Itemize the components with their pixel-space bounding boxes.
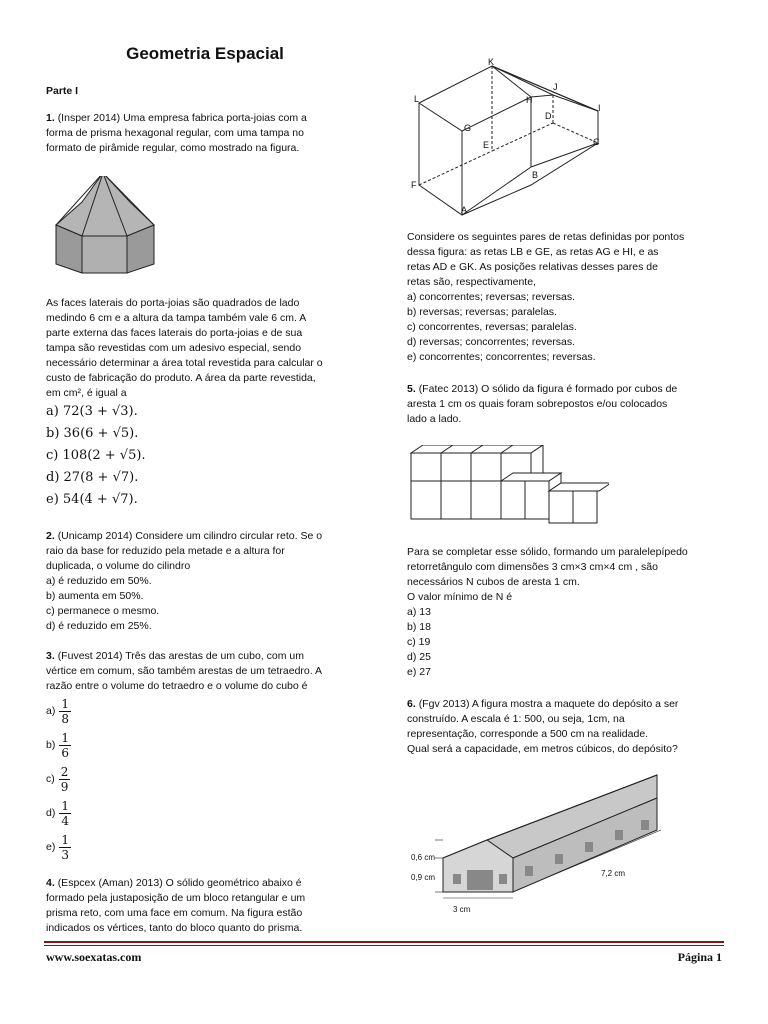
q2-option: c) permanece o mesmo. bbox=[46, 605, 160, 617]
q1-text: parte externa das faces laterais do porta-joias e de sua bbox=[46, 327, 303, 339]
vertex-label: I bbox=[598, 103, 601, 113]
q3-option: d) $\frac{1}{4}$ bbox=[46, 798, 69, 828]
question-4 bbox=[46, 876, 376, 936]
q5-option: a) 13 bbox=[407, 606, 431, 618]
warehouse-model-figure bbox=[405, 770, 685, 920]
hexagonal-jewelry-box-figure bbox=[50, 176, 165, 286]
q3-option: e) $\frac{1}{3}$ bbox=[46, 832, 69, 862]
footer-divider bbox=[44, 945, 724, 946]
q1-text: necessário determinar a área total revestida para calcular o bbox=[46, 357, 323, 369]
vertex-label: B bbox=[532, 170, 539, 180]
question-5 bbox=[407, 382, 727, 427]
q2-number: 2. bbox=[46, 530, 55, 542]
q3-text: vértice em comum, são também arestas de um tetraedro. A bbox=[46, 665, 323, 677]
vertex-label: F bbox=[411, 180, 417, 190]
q3-option: a) $\frac{1}{8}$ bbox=[46, 696, 69, 726]
q1-text: tampa são revestidas com um adesivo especial, sendo bbox=[46, 342, 302, 354]
q1-text: em cm², é igual a bbox=[46, 387, 127, 399]
q5-option: d) 25 bbox=[407, 651, 431, 663]
q2-text: raio da base for reduzido pela metade e a altura for bbox=[46, 545, 285, 557]
q1-option: e) 54(4 + √7). bbox=[46, 492, 138, 507]
q4-text: O sólido geométrico abaixo é bbox=[165, 877, 302, 889]
q5-text: retorretângulo com dimensões 3 cm×3 cm×4 cm , são bbox=[407, 561, 658, 573]
q2-option: b) aumenta em 50%. bbox=[46, 590, 144, 602]
footer-page-number: Página 1 bbox=[677, 950, 722, 964]
q4-text: prisma reto, com uma face em comum. Na figura estão bbox=[46, 907, 303, 919]
q1-option: c) 108(2 + √5). bbox=[46, 448, 146, 463]
q2-text: duplicada, o volume do cilindro bbox=[46, 560, 191, 572]
q5-number: 5. bbox=[407, 383, 416, 395]
q1-text: custo de fabricação do produto. A área da parte revestida, bbox=[46, 372, 316, 384]
question-5-body bbox=[407, 545, 727, 680]
question-4-continuation bbox=[407, 230, 727, 365]
q4-option: a) concorrentes; reversas; reversas. bbox=[407, 291, 576, 303]
vertex-label: E bbox=[483, 140, 490, 150]
question-1-body bbox=[46, 296, 376, 511]
q1-text: forma de prisma hexagonal regular, com uma tampa no bbox=[46, 127, 304, 139]
q1-number: 1. bbox=[46, 112, 55, 124]
q1-source: (Insper 2014) bbox=[57, 112, 121, 124]
vertex-label: D bbox=[545, 111, 552, 121]
q1-option: a) 72(3 + √3). bbox=[46, 404, 138, 419]
q4-text: indicados os vértices, tanto do bloco quanto do prisma. bbox=[46, 922, 303, 934]
q2-option: d) é reduzido em 25%. bbox=[46, 620, 152, 632]
vertex-label: J bbox=[553, 82, 558, 92]
q5-option: b) 18 bbox=[407, 621, 431, 633]
q3-number: 3. bbox=[46, 650, 55, 662]
q5-option: e) 27 bbox=[407, 666, 431, 678]
vertex-label: K bbox=[488, 57, 495, 67]
q4-number: 4. bbox=[46, 877, 55, 889]
q2-source: (Unicamp 2014) bbox=[57, 530, 133, 542]
q1-text: formato de pirâmide regular, como mostrado na figura. bbox=[46, 142, 300, 154]
q5-option: c) 19 bbox=[407, 636, 431, 648]
question-2 bbox=[46, 529, 376, 634]
q3-option: c) $\frac{2}{9}$ bbox=[46, 764, 69, 794]
q4-text: formado pela justaposição de um bloco retangular e um bbox=[46, 892, 306, 904]
q1-option: d) 27(8 + √7). bbox=[46, 470, 139, 485]
q4-option: b) reversas; reversas; paralelas. bbox=[407, 306, 557, 318]
left-column bbox=[46, 84, 376, 936]
q1-option: b) 36(6 + √5). bbox=[46, 426, 139, 441]
q4-option: d) reversas; concorrentes; reversas. bbox=[407, 336, 576, 348]
q2-text: Considere um cilindro circular reto. Se o bbox=[135, 530, 323, 542]
vertex-label: H bbox=[526, 95, 533, 105]
page-title: Geometria Espacial bbox=[126, 44, 284, 63]
block-and-prism-figure bbox=[405, 55, 620, 220]
right-column bbox=[407, 230, 727, 757]
q1-text: Uma empresa fabrica porta-joias com a bbox=[123, 112, 307, 124]
q6-text: construído. A escala é 1: 500, ou seja, 1cm, na bbox=[407, 713, 625, 725]
cubes-solid-figure bbox=[409, 445, 609, 535]
q1-text: As faces laterais do porta-joias são quadrados de lado bbox=[46, 297, 300, 309]
q4-text: retas AD e GK. As posições relativas desses pares de bbox=[407, 261, 658, 273]
q3-text: razão entre o volume do tetraedro e o volume do cubo é bbox=[46, 680, 308, 692]
q4-source: (Espcex (Aman) 2013) bbox=[57, 877, 163, 889]
part-heading: Parte I bbox=[46, 85, 79, 97]
question-1 bbox=[46, 111, 376, 156]
dimension-label: 3 cm bbox=[453, 905, 471, 914]
q4-option: c) concorrentes, reversas; paralelas. bbox=[407, 321, 577, 333]
q6-text: Qual será a capacidade, em metros cúbicos, do depósito? bbox=[407, 743, 678, 755]
q5-text: O valor mínimo de N é bbox=[407, 591, 513, 603]
q4-option: e) concorrentes; concorrentes; reversas. bbox=[407, 351, 596, 363]
q3-option: b) $\frac{1}{6}$ bbox=[46, 730, 69, 760]
q3-source: (Fuvest 2014) bbox=[57, 650, 123, 662]
q5-text: Para se completar esse sólido, formando um paralelepípedo bbox=[407, 546, 688, 558]
vertex-label: L bbox=[414, 94, 420, 104]
q4-text: Considere os seguintes pares de retas definidas por pontos bbox=[407, 231, 685, 243]
q4-text: retas são, respectivamente, bbox=[407, 276, 536, 288]
q3-text: Três das arestas de um cubo, com um bbox=[125, 650, 304, 662]
vertex-label: G bbox=[464, 123, 472, 133]
q6-text: representação, corresponde a 500 cm na realidade. bbox=[407, 728, 649, 740]
q6-number: 6. bbox=[407, 698, 416, 710]
q5-source: (Fatec 2013) bbox=[418, 383, 479, 395]
dimension-label: 7,2 cm bbox=[601, 869, 626, 878]
question-3 bbox=[46, 649, 376, 864]
question-6 bbox=[407, 697, 727, 757]
footer-site-link[interactable]: www.soexatas.com bbox=[46, 950, 142, 964]
dimension-label: 0,9 cm bbox=[411, 873, 436, 882]
vertex-label: C bbox=[593, 137, 600, 147]
q5-text: necessários N cubos de aresta 1 cm. bbox=[407, 576, 580, 588]
q5-text: aresta 1 cm os quais foram sobrepostos e/ou colocados bbox=[407, 398, 668, 410]
q4-text: dessa figura: as retas LB e GE, as retas AG e HI, e as bbox=[407, 246, 659, 258]
q6-source: (Fgv 2013) bbox=[418, 698, 470, 710]
q1-text: medindo 6 cm e a altura da tampa também vale 6 cm. A bbox=[46, 312, 307, 324]
q2-option: a) é reduzido em 50%. bbox=[46, 575, 152, 587]
footer-divider bbox=[44, 941, 724, 943]
vertex-label: A bbox=[461, 205, 468, 215]
q5-text: lado a lado. bbox=[407, 413, 462, 425]
dimension-label: 0,6 cm bbox=[411, 853, 436, 862]
q5-text: O sólido da figura é formado por cubos de bbox=[481, 383, 678, 395]
q6-text: A figura mostra a maquete do depósito a ser bbox=[471, 698, 679, 710]
